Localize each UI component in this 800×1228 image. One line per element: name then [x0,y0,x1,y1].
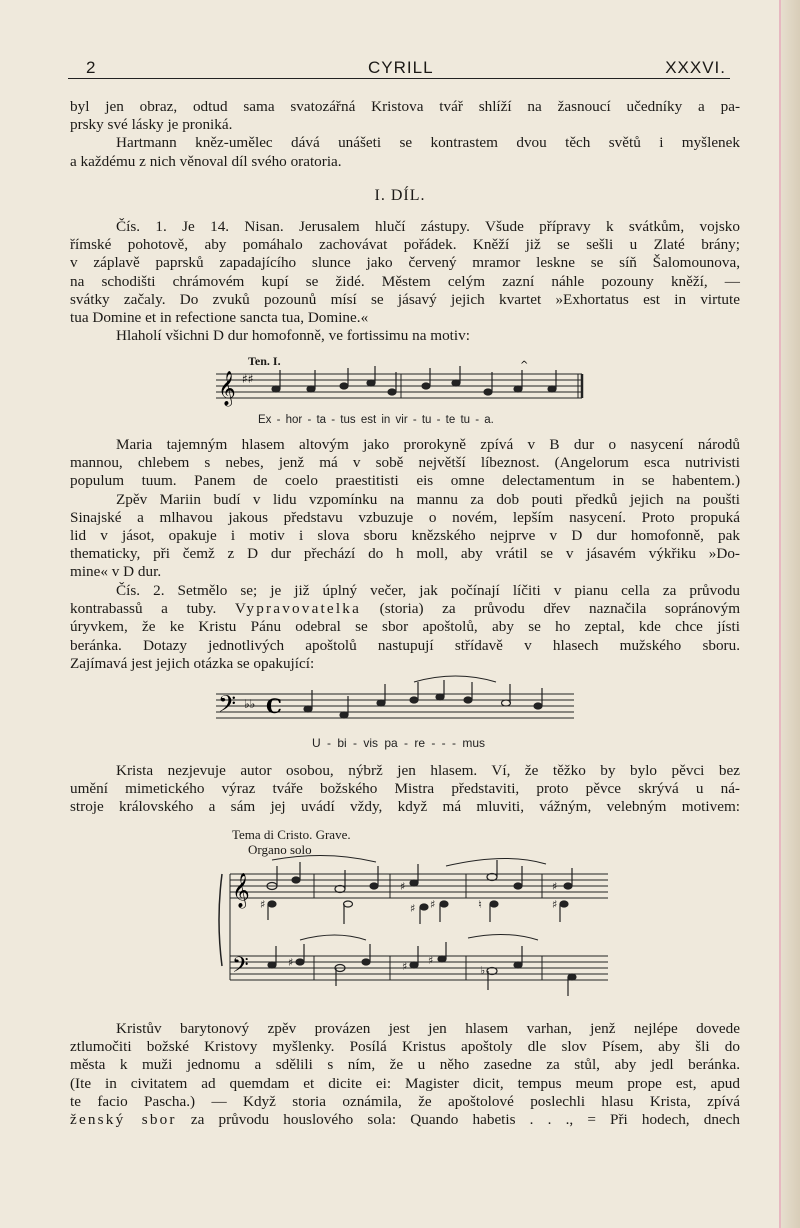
svg-text:♯♯: ♯♯ [242,372,254,386]
text-line: Hlaholí všichni D dur homofonně, ve fortissimu na motiv: [116,327,470,345]
music-example-tema-di-cristo [216,860,612,1010]
svg-text:♯: ♯ [552,880,558,893]
svg-text:♯: ♯ [400,880,406,893]
paragraph-cis-1 [70,218,740,345]
text-line: Zajímavá jest jejich otázka se opakující: [70,654,315,672]
margin-rule [779,0,781,1228]
paragraph-cis-2 [70,582,740,673]
journal-title: CYRILL [368,58,434,77]
text-line: na schodišti chrámovém kupí se židé. Městem celým zazní náhle pozouny kněží, — [70,272,740,290]
tempo-label: Tema di Cristo. Grave. [232,827,351,842]
music-example-ubi-vis [216,686,578,732]
voice-label: Ten. I. [248,354,281,368]
instrument-label: Organo solo [248,842,312,857]
text-line: a každému z nich věnoval díl svého oratoria. [70,152,342,170]
text-line: ženský sbor za průvodu houslového sola: Quando habetis . . ., = Při hodech, dnech [70,1111,741,1129]
lyrics-ubi-vis: U - bi - vis pa - re - - - mus [312,736,486,750]
svg-text:𝄞: 𝄞 [232,873,250,908]
svg-text:𝄢: 𝄢 [232,953,249,983]
text-line: římské pohotově, aby pomáhalo zachovávat pořádek. Kněží již se sešli u Zlaté brány; [70,236,740,254]
text-line: svátky začaly. Do zvuků pozounů mísí se jásavý jejich kvartet »Exhortatus est in virtute [70,290,740,308]
svg-text:♯: ♯ [260,898,266,911]
text-line: Krista nezjevuje autor osobou, nýbrž jen hlasem. Ví, že těžko by bylo pěvci bez [116,762,740,779]
spaced-term: ženský sbor [70,1111,177,1129]
text-line: tua Domine et in refectione sancta tua, Domine.« [70,309,369,327]
svg-text:♮: ♮ [478,898,482,911]
text-line: prsky své lásky je proniká. [70,116,233,134]
svg-text:𝄞: 𝄞 [218,371,236,406]
text-line: mannou, chlebem s nebes, jenž má v sobě největší líbeznost. (Angelorum esca nutrivisti [70,454,740,472]
text-line: populum tuum. Panem de coelo praestitisti eis omne delectamentum in se habentem.) [70,472,740,490]
text-line: (Ite in civitatem ad quemdam et dicite ei: Magister dicit, tempus meum prope est, apud [70,1074,740,1092]
paragraph-maria [70,436,740,582]
svg-text:♯: ♯ [410,902,416,915]
header-rule [68,78,730,79]
text-line: Kristův barytonový zpěv provázen jest jen hlasem varhan, jenž nejlépe dovede [116,1020,740,1037]
svg-text:♭♭: ♭♭ [244,697,256,711]
svg-text:♯: ♯ [402,960,408,973]
svg-text:♯: ♯ [430,898,436,911]
text-line: Čís. 1. Je 14. Nisan. Jerusalem hlučí zástupy. Všude přípravy k svátkům, vojsko [116,218,740,235]
page-number: 2 [86,58,96,77]
text-line: umění mimetického výraz tváře božského Mistra představiti, proto pěvce skrývá u ná- [70,780,740,798]
text-line: města k muži jednomu a sdělili s ním, že u něho zasedne za stůl, aby jedl beránka. [70,1056,740,1074]
svg-text:♯: ♯ [428,954,434,967]
svg-text:♯: ♯ [552,898,558,911]
text-line: kontrabassů a tuby. Vypravovatelka (storia) za průvodu dřev naznačila sopránovým [70,600,741,618]
text-line: úryvkem, že ke Kristu Pánu odebral se sbor apoštolů, aby se ho zeptal, kde chce jísti [70,618,740,636]
text-line: beránka. Dotazy jednotlivých apoštolů nastupují střídavě v hlasech mužského sboru. [70,636,740,654]
text-line: Maria tajemným hlasem altovým jako prorokyně zpívá v B dur o nasycení národů [116,436,740,453]
paragraph-kristuv [70,1020,740,1129]
paragraph-krista [70,762,740,817]
intro-paragraph [70,98,740,171]
text-line: v záplavě paprsků zapadajícího slunce jako červený mramor leskne se síň Šalomounova, [70,254,740,272]
page-edge [779,0,800,1228]
svg-text:𝄢: 𝄢 [218,690,237,723]
text-line: lid v jásot, opakuje i motiv i slova sboru knězského nejprve v D dur homofonně, pak [70,527,740,545]
volume-number: XXXVI. [665,58,726,77]
text-line: thematicky, při čemž z D dur přechází do h moll, aby vrátil se v jásavém výkřiku »Do- [70,545,740,563]
svg-text:C: C [266,694,282,718]
text-line: te facio Pascha.) — Když storia oznámila, že apoštolové poslechli hlasu Krista, zpívá [70,1092,740,1110]
svg-text:♯: ♯ [288,956,294,969]
text-line: mine« v D dur. [70,563,162,581]
svg-text:^: ^ [520,360,529,371]
part-heading: I. DÍL. [374,187,426,204]
text-line: Hartmann kněz-umělec dává unášeti se kontrastem dvou těch světů i myšlenek [116,134,740,152]
running-header [68,56,728,78]
text-line: Sinajské a mlhavou jakous představu vzbuzuje o novém, lepším nasycení. Proto propuká [70,508,740,526]
text-line: Zpěv Mariin budí v lidu vzpomínku na mannu za dob pouti předků jejich na poušti [116,490,740,508]
text-line: stroje královského a sám jej uvádí vždy, když má mluviti, vážným, velebným motivem: [70,798,740,816]
text-line: byl jen obraz, odtud sama svatozářná Kristova tvář shlíží na žasnoucí učedníky a pa- [70,98,740,115]
spaced-term: Vypravovatelka [234,600,362,618]
lyrics-exhortatus: Ex - hor - ta - tus est in vir - tu - te tu - a. [258,414,494,426]
text-line: ztlumočiti božské Kristovy myšlenky. Posílá Kristus apoštoly dle slov Písem, aby šli do [70,1038,740,1056]
svg-text:♭: ♭ [480,964,486,977]
text-line: Čís. 2. Setmělo se; je již úplný večer, jak počínají líčiti v pianu cella za průvodu [116,582,740,599]
